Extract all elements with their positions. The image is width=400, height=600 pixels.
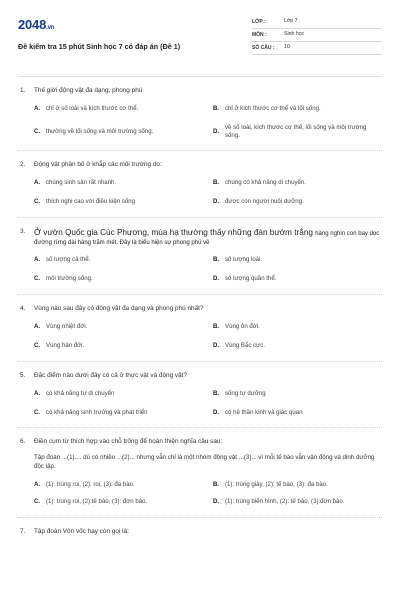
meta-value: Sinh học [284,31,305,38]
answer-options [20,105,382,140]
option-text: môi trường sống. [46,275,93,283]
meta-label: LỚP : [252,18,266,25]
question-text: Động vật phân bố ở khắp các môi trường do: [34,161,162,169]
option-text: (1): trùng roi, (2):tế bào, (3): đơn bào. [46,498,148,506]
option-text: thường về lối sống và môi trường sống. [46,127,154,135]
answer-option-c[interactable] [34,498,203,507]
option-letter: B. [213,389,220,397]
option-letter: A. [34,389,41,397]
question-text [34,228,382,247]
option-text: Vùng ôn đới. [225,322,260,330]
question-passage: Tập đoàn ...(1).... dù có nhiều ...(2)... nhưng vẫn chỉ là một nhóm động vật ...(3)... vì mỗi tế bào vẫn vận động và dinh dưỡng độc lập. [34,453,375,471]
option-letter: C. [34,408,41,416]
option-letter: D. [213,408,220,416]
option-letter: A. [34,322,41,330]
answer-option-d[interactable] [213,198,382,207]
option-text: Vùng Bắc cực. [225,341,265,349]
question-text: Đặc điểm nào dưới đây có cả ở thực vật và động vật? [34,371,187,379]
answer-options [20,323,382,351]
meta-row-class [252,16,382,29]
logo-main: 2048 [18,17,47,32]
question-stem [20,438,382,447]
question-number: 4. [20,304,26,312]
option-letter: D. [213,127,220,135]
question-item [18,295,382,362]
option-text: (1): trùng giày, (2): tế bào, (3): đa bào. [225,481,328,489]
option-letter: C. [34,498,41,506]
option-letter: D. [213,198,220,206]
document-title: Đề kiểm tra 15 phút Sinh học 7 có đáp án (Đề 1) [18,42,181,51]
question-item [18,428,382,518]
option-text: được con người nuôi dưỡng. [225,198,304,206]
option-letter: D. [213,498,220,506]
meta-label: MÔN : [252,31,267,38]
option-text: Vùng hàn đới. [46,341,85,349]
option-letter: B. [213,481,220,489]
answer-option-b[interactable] [213,105,382,114]
question-stem [20,161,382,170]
option-letter: D. [213,275,220,283]
answer-option-a[interactable] [34,323,203,332]
answer-options [20,481,382,507]
answer-option-c[interactable] [34,408,203,417]
question-item [18,362,382,429]
option-text: thích nghi cao với điều kiện sống [46,198,136,206]
worksheet-header [18,10,382,66]
question-number: 2. [20,161,26,169]
option-text: chỉ ở kích thước cơ thể và lối sống. [225,105,321,113]
answer-option-c[interactable] [34,198,203,207]
answer-option-c[interactable] [34,275,203,284]
question-number: 7. [20,528,26,536]
answer-option-b[interactable] [213,179,382,188]
question-text: Thế giới động vật đa dạng, phong phú [34,87,143,94]
option-letter: C. [34,198,41,206]
answer-option-c[interactable] [34,124,203,140]
answer-option-a[interactable] [34,105,203,114]
question-item [18,77,382,151]
answer-option-b[interactable] [213,481,382,490]
brand-block [18,10,243,52]
option-text: (1): trùng biến hình, (2): tế bào, (3):đơn bào. [225,498,345,506]
question-stem [20,372,382,381]
answer-option-a[interactable] [34,179,203,188]
option-text: có hệ thần kinh và giác quan [225,408,303,416]
question-text-large: Ở vườn Quốc gia Cúc Phương, mùa hạ thường thấy những đàn bướm trắng [34,227,313,237]
option-letter: C. [34,127,41,135]
question-item [18,518,382,547]
answer-option-d[interactable] [213,408,382,417]
option-text: chỉ ở số loài và kích thước cơ thể. [46,105,139,113]
meta-info-box [252,16,382,55]
question-item [18,151,382,218]
question-number: 6. [20,438,26,446]
answer-option-a[interactable] [34,256,203,265]
answer-option-d[interactable] [213,342,382,351]
meta-label: SỐ CÂU : [252,44,275,51]
question-text: Vùng nào sau đây có động vật đa dạng và phong phú nhất? [34,304,204,312]
answer-option-d[interactable] [213,124,382,140]
option-letter: D. [213,341,220,349]
question-stem [20,305,382,314]
question-number: 5. [20,371,26,379]
answer-option-c[interactable] [34,342,203,351]
meta-row-subject [252,29,382,42]
meta-row-count [252,42,382,55]
answer-option-a[interactable] [34,481,203,490]
answer-option-b[interactable] [213,389,382,398]
option-text: có khả năng tự di chuyển [46,389,115,397]
answer-option-a[interactable] [34,389,203,398]
option-letter: A. [34,179,41,187]
option-text: về số loài, kích thước cơ thể, lối sống và môi trường sống. [225,123,367,139]
option-letter: A. [34,481,41,489]
option-letter: C. [34,275,41,283]
option-letter: C. [34,341,41,349]
option-text: số lượng cá thể. [46,256,91,264]
answer-options [20,389,382,417]
option-text: sống tự dưỡng [225,389,266,397]
option-text: số lượng loài. [225,256,263,264]
answer-option-b[interactable] [213,256,382,265]
question-text-small: hàng nghìn con bay dọc đường rừng dài hàng trăm mét. Đây là biểu hiện sự phong phú về [34,230,380,247]
question-item [18,218,382,295]
option-letter: A. [34,256,41,264]
answer-options [20,179,382,207]
option-letter: B. [213,179,220,187]
meta-value: Lớp 7 [284,18,298,25]
option-text: chúng có khả năng di chuyển. [225,179,306,187]
option-text: chúng sinh sản rất nhanh. [46,179,117,187]
meta-value: 10 [284,44,290,51]
question-stem [20,228,382,247]
question-number: 1. [20,87,26,94]
answer-options [20,256,382,284]
option-text: số lượng quần thể. [225,275,277,283]
question-number: 3. [20,227,26,235]
site-logo[interactable] [18,18,243,35]
answer-option-d[interactable] [213,275,382,284]
option-text: (1): trùng roi, (2): roi, (3): đa bào. [46,481,135,489]
answer-option-d[interactable] [213,498,382,507]
option-letter: A. [34,105,41,113]
question-text: Tập đoàn Vôn vốc hay còn gọi là: [34,528,129,536]
option-letter: B. [213,256,220,264]
logo-suffix: .vn [46,25,55,31]
option-letter: B. [213,322,220,330]
answer-option-b[interactable] [213,323,382,332]
question-stem [20,528,382,537]
question-stem [20,87,382,96]
option-text: Vùng nhiệt đới. [46,322,88,330]
option-text: có khả năng sinh trưởng và phát triển [46,408,148,416]
question-text: Điền cụm từ thích hợp vào chỗ trống để hoàn thiện nghĩa câu sau: [34,438,223,446]
option-letter: B. [213,105,220,113]
